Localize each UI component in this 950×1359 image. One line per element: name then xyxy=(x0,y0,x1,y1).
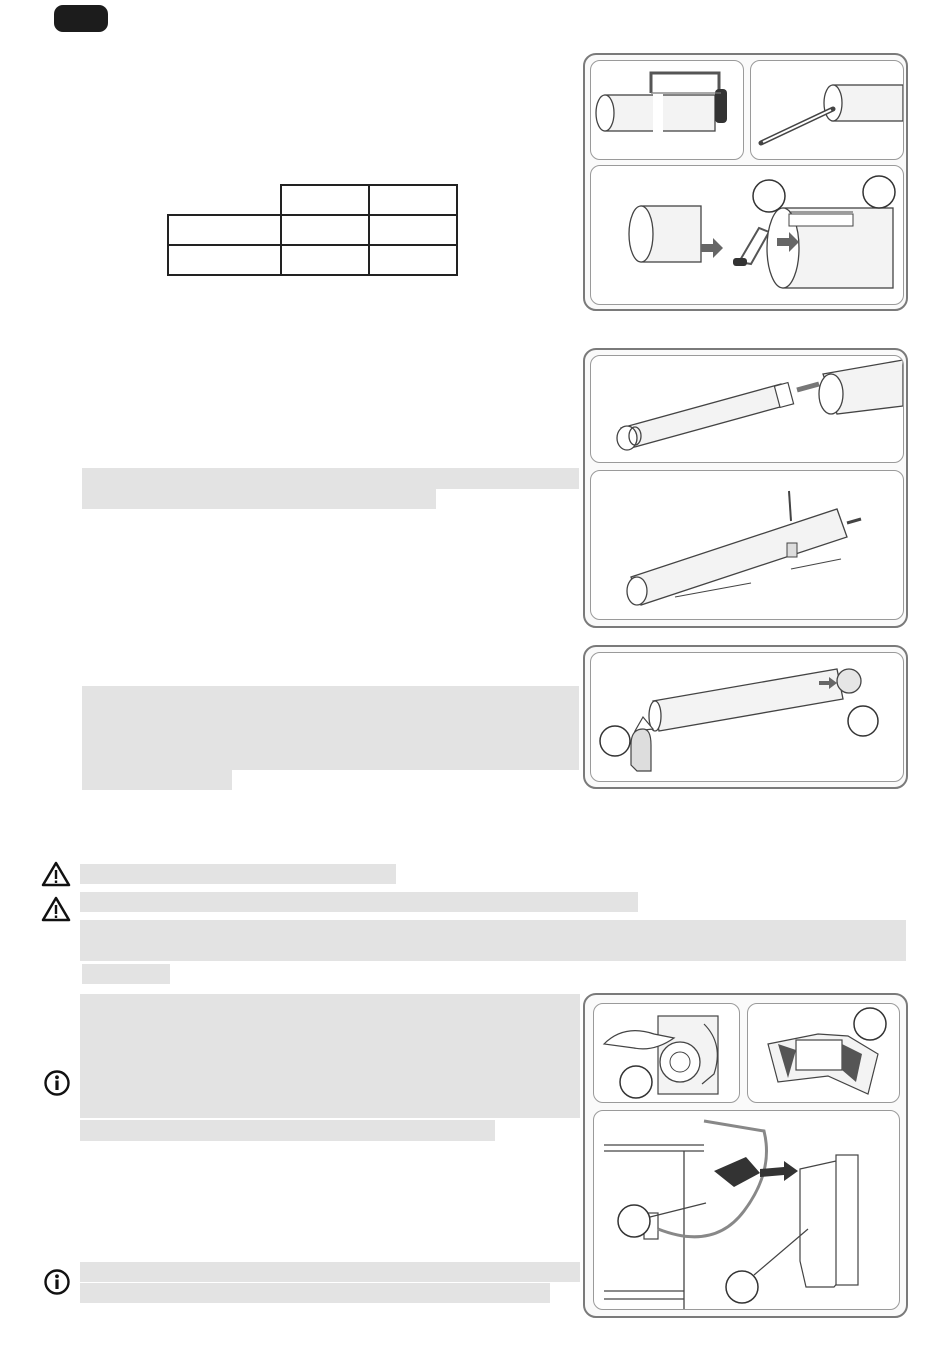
table-cell xyxy=(369,215,457,245)
warning-triangle-icon xyxy=(41,861,71,887)
figure-step-connect-cable xyxy=(593,1110,900,1310)
redacted-text-line xyxy=(80,1283,550,1303)
table-row xyxy=(168,245,457,275)
redacted-text-block xyxy=(82,686,579,770)
figure-step-insert-motor xyxy=(590,355,904,463)
callout-circle xyxy=(600,726,630,756)
table-cell xyxy=(168,215,281,245)
figure-step-remove-cap xyxy=(747,1003,900,1103)
redacted-text-block xyxy=(80,920,906,961)
table-row xyxy=(168,215,457,245)
figure-step-mount-tube xyxy=(590,652,904,782)
table-cell xyxy=(168,245,281,275)
figure-tube-cutting xyxy=(583,53,908,311)
redacted-text-block xyxy=(80,994,580,1118)
callout-circle xyxy=(854,1008,886,1040)
table-cell xyxy=(281,215,369,245)
figure-motor-insertion xyxy=(583,348,908,628)
table-header-row xyxy=(168,185,457,215)
figure-tube-mounting xyxy=(583,645,908,789)
figure-step-saw-tube xyxy=(590,60,744,160)
figure-step-fix-motor xyxy=(590,470,904,620)
table-header-cell xyxy=(281,185,369,215)
table-cell xyxy=(369,245,457,275)
table-header-cell xyxy=(369,185,457,215)
redacted-text-line xyxy=(82,964,170,984)
callout-circle xyxy=(618,1205,650,1237)
redacted-text-line xyxy=(80,892,638,912)
callout-circle xyxy=(620,1066,652,1098)
info-circle-icon xyxy=(43,1069,71,1097)
callout-circle xyxy=(753,180,785,212)
warning-triangle-icon xyxy=(41,896,71,922)
language-badge xyxy=(54,5,108,32)
tube-cut-table xyxy=(167,184,458,276)
redacted-text-line xyxy=(82,770,232,790)
callout-circle xyxy=(848,706,878,736)
redacted-text-line xyxy=(80,1120,495,1141)
callout-circle xyxy=(726,1271,758,1303)
table-cell xyxy=(168,185,281,215)
figure-receiver-connection xyxy=(583,993,908,1318)
figure-step-deburr-tube xyxy=(750,60,904,160)
table-cell xyxy=(281,245,369,275)
info-circle-icon xyxy=(43,1268,71,1296)
callout-circle xyxy=(863,176,895,208)
figure-step-notch-tube xyxy=(590,165,904,305)
redacted-text-line xyxy=(80,864,396,884)
figure-step-open-cover xyxy=(593,1003,740,1103)
redacted-text-line xyxy=(82,489,436,509)
redacted-text-line xyxy=(82,468,579,489)
redacted-text-line xyxy=(80,1262,580,1282)
